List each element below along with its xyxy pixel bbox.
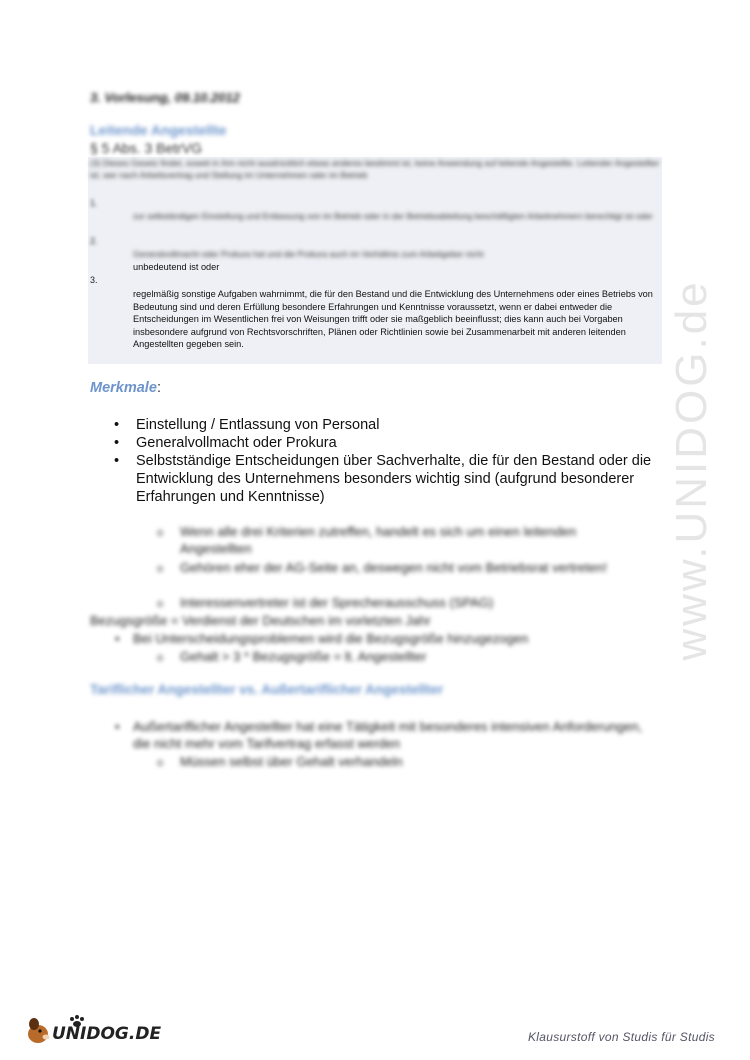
list-item: • Einstellung / Entlassung von Personal bbox=[114, 416, 674, 434]
list-item: • Selbstständige Entscheidungen über Sachverhalte, die für den Bestand oder die Entwicklung des Unternehmens besonders wichtig sind (aufgrund besonderer Erfahrungen und Kenntnisse) bbox=[114, 452, 674, 506]
bezug-line: Bezugsgröße = Verdienst der Deutschen im vorletzten Jahr bbox=[90, 613, 431, 628]
footer-tagline: Klausurstoff von Studis für Studis bbox=[528, 1030, 715, 1044]
bezug-bullet: Bei Unterscheidungsproblemen wird die Bezugsgröße hinzugezogen bbox=[133, 631, 529, 646]
sub-bullet-marker: o bbox=[157, 757, 164, 769]
bezug-sub: Gehalt > 3 * Bezugsgröße = lt. Angestellter bbox=[180, 649, 427, 664]
page-heading: 3. Vorlesung, 09.10.2012 bbox=[90, 90, 240, 105]
merkmale-list bbox=[114, 416, 674, 506]
section-title: Leitende Angestellte bbox=[90, 122, 227, 138]
sub-list-item: Wenn alle drei Kriterien zutreffen, handelt es sich um einen leitenden Angestellten bbox=[180, 524, 577, 556]
list-item: • Generalvollmacht oder Prokura bbox=[114, 434, 674, 452]
logo-text: UNIDOG.DE bbox=[52, 1024, 162, 1044]
law-item-text: zur selbständigen Einstellung und Entlassung von im Betrieb oder in der Betriebsabteilung beschäftigten Arbeitnehmern berechtigt ist oder bbox=[133, 211, 653, 221]
merkmale-heading: Merkmale bbox=[90, 380, 157, 396]
bullet-marker: • bbox=[115, 631, 120, 646]
law-reference: § 5 Abs. 3 BetrVG bbox=[90, 140, 203, 156]
unidog-logo bbox=[22, 1010, 172, 1050]
sub-bullet-marker: o bbox=[157, 598, 164, 610]
law-intro: (3) Dieses Gesetz findet, soweit in ihm nicht ausdrücklich etwas anderes bestimmt ist, keine Anwendung auf leitende Angestellte. Leitender Angestellter ist, wer nach Arbeitsvertrag und Stellung im Unternehmen oder im Betrieb bbox=[90, 158, 660, 180]
sub-bullet-marker: o bbox=[157, 652, 164, 664]
law-item-number: 2. bbox=[90, 236, 98, 246]
tarif-sub: Müssen selbst über Gehalt verhandeln bbox=[180, 754, 403, 769]
law-item-number: 3. bbox=[90, 275, 98, 285]
sub-list-item: Interessenvertreter ist der Sprecherausschuss (SPAG) bbox=[180, 595, 494, 610]
bullet-marker: • bbox=[115, 719, 120, 734]
law-item-number: 1. bbox=[90, 198, 98, 208]
law-item-text-tail: unbedeutend ist oder bbox=[133, 262, 220, 272]
law-item-text: Generalvollmacht oder Prokura hat und die Prokura auch im Verhältnis zum Arbeitgeber nicht bbox=[133, 249, 484, 259]
sub-bullet-marker: o bbox=[157, 527, 164, 539]
sub-list-item: Gehören eher der AG-Seite an, deswegen nicht vom Betriebsrat vertreten! bbox=[180, 560, 608, 575]
merkmale-colon: : bbox=[157, 380, 162, 396]
tarif-bullet: Außertariflicher Angestellter hat eine Tätigkeit mit besonderes intensiven Anforderungen, die nicht mehr vom Tarifvertrag erfasst werden bbox=[133, 719, 643, 751]
law-item-text: regelmäßig sonstige Aufgaben wahrnimmt, die für den Bestand und die Entwicklung des Unternehmens oder eines Betriebs von Bedeutung sind und deren Erfüllung besondere Erfahrungen und Kenntnisse voraussetzt, wenn er dabei entweder die Entscheidungen im Wesentlichen frei von Weisungen trifft oder sie maßgeblich beeinflusst; dies kann auch bei Vorgaben insbesondere aufgrund von Rechtsvorschriften, Plänen oder Richtlinien sowie bei Zusammenarbeit mit anderen leitenden Angestellten gegeben sein. bbox=[133, 289, 653, 349]
sub-bullet-marker: o bbox=[157, 563, 164, 575]
section-title: Tariflicher Angestellter vs. Außertariflicher Angestellter bbox=[90, 682, 444, 697]
watermark: www.UNIDOG.de bbox=[667, 279, 716, 661]
